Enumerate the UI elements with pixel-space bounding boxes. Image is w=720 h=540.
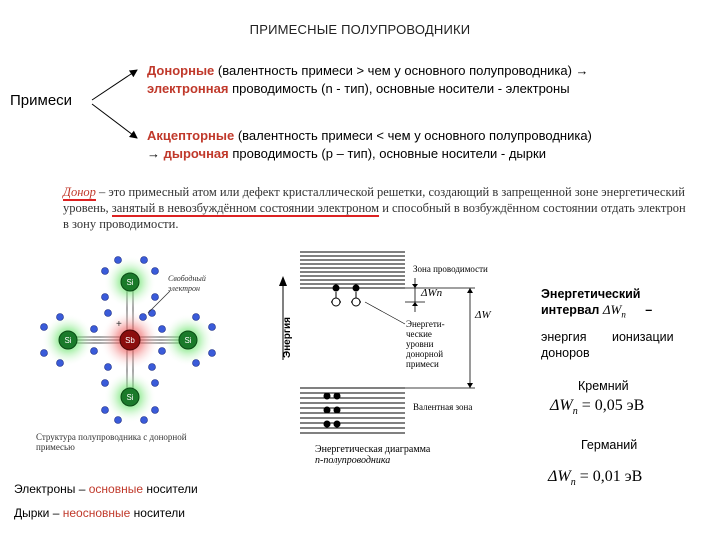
donor-text-1: (валентность примеси > чем у основного полупроводника) →	[214, 63, 589, 78]
dWn-label: ΔWn	[421, 287, 443, 299]
holes-note	[14, 506, 185, 520]
energy-band-diagram	[275, 240, 540, 465]
acceptor-arrow: →	[147, 146, 164, 161]
band-caption-2: n-полупроводника	[315, 455, 391, 465]
arrow-donor	[92, 70, 137, 100]
acceptor-text-1: (валентность примеси < чем у основного полупроводника)	[234, 128, 592, 143]
impurities-label: Примеси	[10, 92, 73, 109]
definition-underlined: занятый в невозбуждённом состоянии электроном	[111, 201, 380, 215]
arrow-acceptor	[92, 104, 137, 138]
levels-label: уровни	[406, 339, 434, 349]
lattice-caption: Структура полупроводника с донорной примесью	[36, 432, 187, 452]
hole-keyword: дырочная	[163, 146, 229, 161]
donor-text-2: проводимость (n - тип), основные носители - электроны	[228, 81, 570, 96]
energy-word: энергия	[541, 330, 587, 344]
ionization-word: ионизации	[611, 330, 674, 344]
electrons-note	[14, 482, 198, 496]
free-electron-dot	[140, 314, 147, 321]
free-electron-label: Свободный	[168, 274, 206, 283]
free-electron-label: электрон	[168, 284, 200, 293]
holes-pre: Дырки –	[14, 506, 63, 520]
silicon-label: Кремний	[578, 379, 629, 393]
germanium-label: Германий	[581, 438, 638, 452]
valence-label: Валентная зона	[413, 402, 473, 412]
levels-label: примеси	[406, 359, 439, 369]
plus-sign: +	[116, 319, 122, 330]
electrons-pre: Электроны –	[14, 482, 89, 496]
levels-label: ческие	[406, 329, 432, 339]
energy-axis-label: Энергия	[282, 317, 293, 358]
holes-post: носители	[130, 506, 185, 520]
page-title: ПРИМЕСНЫЕ ПОЛУПРОВОДНИКИ	[249, 22, 471, 37]
levels-label: Энергети-	[406, 319, 445, 329]
donor-word: Донор	[63, 185, 96, 199]
interval-heading: Энергетический интервал $\Delta W_n$ –	[541, 287, 653, 320]
acceptor-text-2: проводимость (p – тип), основные носители - дырки	[228, 146, 546, 161]
conduction-label: Зона проводимости	[413, 264, 488, 274]
definition-part-1: – это примесный атом или дефект кристаллической решетки, создающий в запрещенной зоне энергетический уровень,	[63, 185, 685, 215]
germanium-formula: $\Delta W_n = 0,01$ эВ	[548, 468, 643, 489]
si-label: Si	[126, 278, 134, 287]
definition-part-2: и способный в возбуждённом состоянии отдать электрон в зону проводимости.	[63, 201, 686, 231]
electrons-keyword: основные	[88, 482, 144, 496]
band-caption-1: Энергетическая диаграмма	[315, 444, 431, 455]
ionization-text	[541, 329, 701, 361]
levels-label: донорной	[406, 349, 444, 359]
interval-line-1: Энергетический	[541, 287, 641, 301]
si-label: Si	[126, 393, 134, 402]
interval-line-2: интервал	[541, 303, 600, 317]
holes-keyword: неосновные	[62, 506, 131, 520]
electrons-post: носители	[143, 482, 198, 496]
donors-word: доноров	[541, 346, 590, 360]
donor-keyword: Донорные	[147, 63, 215, 78]
acceptor-description	[147, 127, 707, 163]
donor-definition	[63, 184, 688, 232]
interval-dash: –	[645, 303, 653, 317]
si-label: Si	[64, 336, 72, 345]
si-label: Si	[184, 336, 192, 345]
lattice-diagram	[30, 255, 230, 440]
electronic-keyword: электронная	[147, 81, 229, 96]
dW-label: ΔW	[475, 309, 491, 321]
donor-description	[147, 62, 707, 98]
sb-label: Sb	[125, 336, 135, 345]
silicon-formula: $\Delta W_n = 0,05$ эВ	[550, 397, 645, 418]
acceptor-keyword: Акцепторные	[147, 128, 235, 143]
